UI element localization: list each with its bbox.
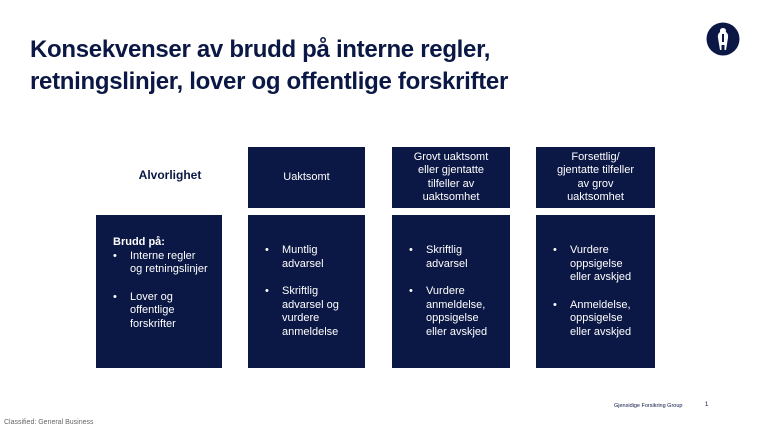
breach-item-internal-rules: • Interne regler og retningslinjer [113,250,210,277]
footer-company: Gjensidige Forsikring Group [614,403,683,409]
column-header-negligent [248,147,365,208]
column-header-gross-negligence [392,147,510,208]
consequence-box-negligent [248,215,365,368]
consequence-item: • Vurdere anmeldelse, oppsigelse eller avskjed [409,285,498,339]
consequence-list-negligent [265,244,353,339]
column-header-intentional [536,147,655,208]
slide-title-line-2: retningslinjer, lover og offentlige forskrifter [30,68,508,95]
consequence-list-gross-negligence [409,244,498,339]
column-header-gross-negligence-label: Grovt uaktsomt eller gjentatte tilfeller av uaktsomhet [413,150,489,203]
breach-label: Brudd på: [113,236,165,248]
gjensidige-logo-icon [706,22,740,56]
consequence-item: • Anmeldelse, oppsigelse eller avskjed [553,299,643,340]
classification-label: Classified: General Business [4,419,94,426]
column-header-negligent-label: Uaktsomt [283,170,330,183]
breach-item-laws: • Lover og offentlige forskrifter [113,291,210,332]
page-number: 1 [705,402,709,408]
consequence-list-intentional [553,244,643,339]
slide-title [30,34,630,98]
severity-heading: Alvorlighet [138,168,202,182]
column-header-intentional-label: Forsettlig/ gjentatte tilfeller av grov uaktsomhet [556,150,635,203]
breach-list [113,250,210,332]
consequence-box-gross-negligence [392,215,510,368]
breach-box [96,215,222,368]
consequence-item: • Skriftlig advarsel og vurdere anmeldelse [265,285,353,339]
consequence-item: • Muntlig advarsel [265,244,353,271]
consequence-box-intentional [536,215,655,368]
consequence-item: • Skriftlig advarsel [409,244,498,271]
slide-title-line-1: Konsekvenser av brudd på interne regler, [30,36,491,63]
consequence-item: • Vurdere oppsigelse eller avskjed [553,244,643,285]
